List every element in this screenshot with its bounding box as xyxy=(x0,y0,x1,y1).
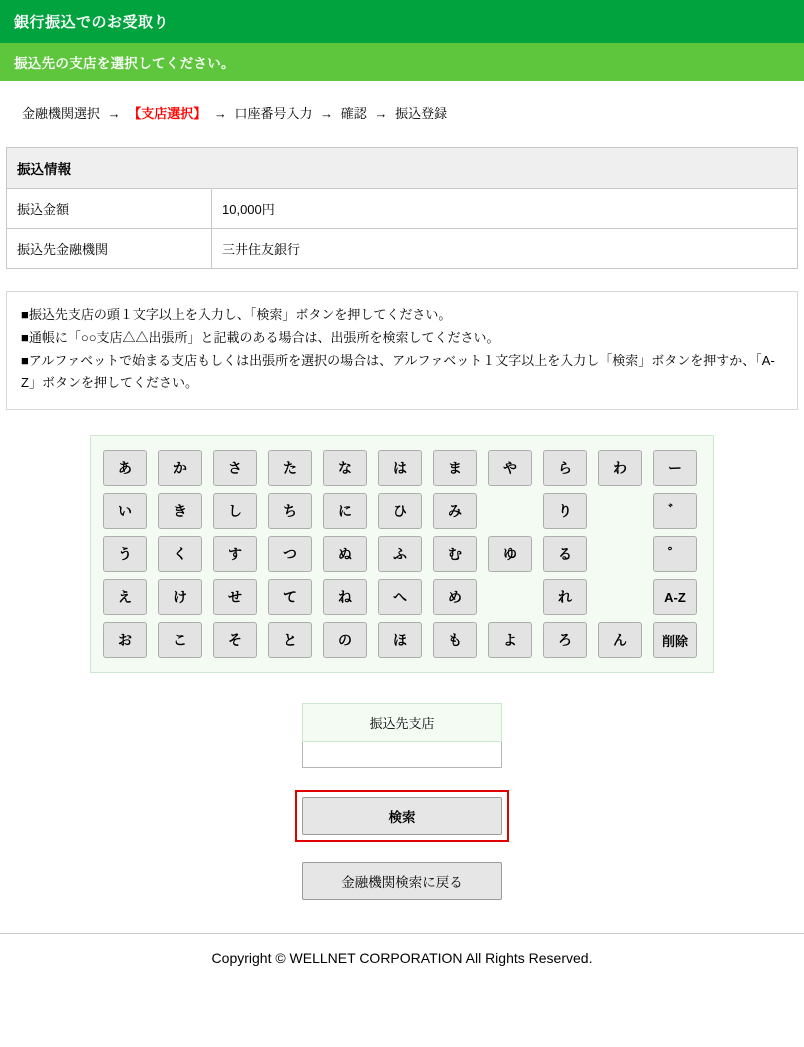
kana-key-ri[interactable]: り xyxy=(543,493,587,529)
kana-key-dakuten[interactable]: ゛ xyxy=(653,493,697,529)
kana-key-yu[interactable]: ゆ xyxy=(488,536,532,572)
kana-key-blank xyxy=(488,493,532,529)
kana-key-mu[interactable]: む xyxy=(433,536,477,572)
table-row xyxy=(7,229,798,269)
kana-key-a[interactable]: あ xyxy=(103,450,147,486)
breadcrumb-separator: → xyxy=(374,106,388,121)
kana-key-fu[interactable]: ふ xyxy=(378,536,422,572)
transfer-info-table xyxy=(6,147,798,269)
kana-key-ka[interactable]: か xyxy=(158,450,202,486)
branch-field-label: 振込先支店 xyxy=(302,703,502,742)
transfer-info-section xyxy=(6,147,798,269)
table-header-row xyxy=(7,148,798,189)
breadcrumb-step-4: 確認 xyxy=(340,106,367,121)
kana-key-ru[interactable]: る xyxy=(543,536,587,572)
kana-key-ku[interactable]: く xyxy=(158,536,202,572)
kana-key-yo[interactable]: よ xyxy=(488,622,532,658)
kana-key-su[interactable]: す xyxy=(213,536,257,572)
instruction-line-3: ■アルファベットで始まる支店もしくは出張所を選択の場合は、アルファベット１文字以上を入力し「検索」ボタンを押すか、「A-Z」ボタンを押してください。 xyxy=(21,352,775,391)
kana-key-ni[interactable]: に xyxy=(323,493,367,529)
kana-key-blank xyxy=(488,579,532,615)
kana-key-hi[interactable]: ひ xyxy=(378,493,422,529)
kana-key-choon[interactable]: ー xyxy=(653,450,697,486)
footer-copyright: Copyright © WELLNET CORPORATION All Rights Reserved. xyxy=(211,950,593,966)
kana-key-ro[interactable]: ろ xyxy=(543,622,587,658)
back-button-group xyxy=(302,862,502,900)
row-value-bank: 三井住友銀行 xyxy=(212,229,798,269)
kana-row-2 xyxy=(103,493,701,529)
kana-key-ta[interactable]: た xyxy=(268,450,312,486)
kana-keypad xyxy=(90,435,714,673)
kana-row-5 xyxy=(103,622,701,658)
breadcrumb xyxy=(0,81,804,122)
kana-key-me[interactable]: め xyxy=(433,579,477,615)
kana-key-chi[interactable]: ち xyxy=(268,493,312,529)
kana-key-he[interactable]: へ xyxy=(378,579,422,615)
kana-key-ra[interactable]: ら xyxy=(543,450,587,486)
kana-key-sa[interactable]: さ xyxy=(213,450,257,486)
kana-key-to[interactable]: と xyxy=(268,622,312,658)
kana-key-blank xyxy=(598,579,642,615)
breadcrumb-separator: → xyxy=(320,106,334,121)
kana-key-ma[interactable]: ま xyxy=(433,450,477,486)
kana-key-ki[interactable]: き xyxy=(158,493,202,529)
kana-key-ya[interactable]: や xyxy=(488,450,532,486)
breadcrumb-step-5: 振込登録 xyxy=(395,106,448,121)
kana-key-se[interactable]: せ xyxy=(213,579,257,615)
kana-key-ho[interactable]: ほ xyxy=(378,622,422,658)
branch-search-input[interactable] xyxy=(302,742,502,768)
kana-key-e[interactable]: え xyxy=(103,579,147,615)
row-label-amount: 振込金額 xyxy=(7,189,212,229)
breadcrumb-step-2-current: 【支店選択】 xyxy=(128,106,207,121)
kana-key-blank xyxy=(598,536,642,572)
kana-key-ne[interactable]: ね xyxy=(323,579,367,615)
page-subtitle: 振込先の支店を選択してください。 xyxy=(0,43,804,81)
breadcrumb-separator: → xyxy=(213,106,227,121)
kana-key-mo[interactable]: も xyxy=(433,622,477,658)
row-value-amount: 10,000円 xyxy=(212,189,798,229)
page-title: 銀行振込でのお受取り xyxy=(0,0,804,43)
breadcrumb-step-3: 口座番号入力 xyxy=(234,106,313,121)
kana-key-i[interactable]: い xyxy=(103,493,147,529)
kana-key-so[interactable]: そ xyxy=(213,622,257,658)
kana-key-ko[interactable]: こ xyxy=(158,622,202,658)
branch-field-group xyxy=(302,703,502,768)
kana-key-ha[interactable]: は xyxy=(378,450,422,486)
kana-key-n[interactable]: ん xyxy=(598,622,642,658)
back-to-bank-search-button[interactable]: 金融機関検索に戻る xyxy=(302,862,502,900)
kana-key-blank xyxy=(598,493,642,529)
row-label-bank: 振込先金融機関 xyxy=(7,229,212,269)
kana-key-na[interactable]: な xyxy=(323,450,367,486)
kana-key-te[interactable]: て xyxy=(268,579,312,615)
kana-key-handakuten[interactable]: ゜ xyxy=(653,536,697,572)
kana-row-4 xyxy=(103,579,701,615)
alphabet-az-button[interactable]: A-Z xyxy=(653,579,697,615)
table-row xyxy=(7,189,798,229)
breadcrumb-separator: → xyxy=(107,106,121,121)
delete-button[interactable]: 削除 xyxy=(653,622,697,658)
kana-row-3 xyxy=(103,536,701,572)
search-button[interactable]: 検索 xyxy=(302,797,502,835)
instructions-box xyxy=(6,291,798,410)
kana-key-shi[interactable]: し xyxy=(213,493,257,529)
kana-key-nu[interactable]: ぬ xyxy=(323,536,367,572)
kana-key-ke[interactable]: け xyxy=(158,579,202,615)
breadcrumb-step-1: 金融機関選択 xyxy=(22,106,101,121)
search-button-highlight xyxy=(295,790,509,842)
kana-key-o[interactable]: お xyxy=(103,622,147,658)
kana-key-wa[interactable]: わ xyxy=(598,450,642,486)
kana-key-u[interactable]: う xyxy=(103,536,147,572)
kana-key-re[interactable]: れ xyxy=(543,579,587,615)
instruction-line-1: ■振込先支店の頭１文字以上を入力し、「検索」ボタンを押してください。 xyxy=(21,307,452,322)
kana-key-mi[interactable]: み xyxy=(433,493,477,529)
kana-key-no[interactable]: の xyxy=(323,622,367,658)
table-caption: 振込情報 xyxy=(7,148,798,189)
kana-row-1 xyxy=(103,450,701,486)
kana-key-tsu[interactable]: つ xyxy=(268,536,312,572)
instruction-line-2: ■通帳に「○○支店△△出張所」と記載のある場合は、出張所を検索してください。 xyxy=(21,329,500,345)
